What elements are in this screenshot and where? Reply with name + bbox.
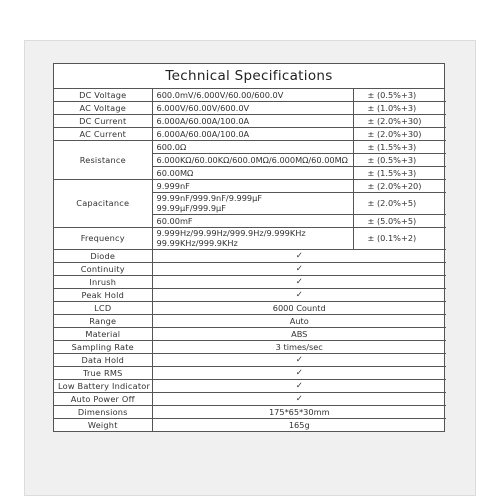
spec-label: DC Voltage: [54, 89, 152, 102]
check-icon: ✓: [152, 367, 446, 380]
table-row: [54, 180, 446, 193]
spec-tolerance: ± (5.0%+5): [353, 215, 446, 228]
spec-value: ABS: [152, 328, 446, 341]
spec-range: 6.000A/60.00A/100.0A: [152, 115, 353, 128]
spec-range: [152, 228, 353, 250]
spec-tolerance: ± (1.5%+3): [353, 141, 446, 154]
spec-range: 600.0mV/6.000V/60.00/600.0V: [152, 89, 353, 102]
spec-value: Auto: [152, 315, 446, 328]
table-row: [54, 289, 446, 302]
check-icon: ✓: [152, 250, 446, 263]
spec-range: 9.999nF: [152, 180, 353, 193]
check-icon: ✓: [152, 289, 446, 302]
spec-tolerance: ± (2.0%+30): [353, 115, 446, 128]
spec-range: 60.00mF: [152, 215, 353, 228]
spec-range-line: 99.99μF/999.9μF: [156, 202, 226, 213]
spec-label: Diode: [54, 250, 152, 263]
spec-value: 175*65*30mm: [152, 406, 446, 419]
spec-tolerance: ± (2.0%+20): [353, 180, 446, 193]
spec-sheet: [53, 63, 445, 432]
spec-value: 165g: [152, 419, 446, 432]
spec-label: Weight: [54, 419, 152, 432]
spec-label: DC Current: [54, 115, 152, 128]
table-row: [54, 263, 446, 276]
spec-label: Low Battery Indicator: [54, 380, 152, 393]
spec-label: Inrush: [54, 276, 152, 289]
spec-label: Material: [54, 328, 152, 341]
spec-range: 6.000A/60.00A/100.0A: [152, 128, 353, 141]
table-row: [54, 354, 446, 367]
table-row: [54, 406, 446, 419]
check-icon: ✓: [152, 276, 446, 289]
spec-label: Capacitance: [54, 180, 152, 228]
spec-tolerance: ± (2.0%+5): [353, 193, 446, 215]
spec-range: 6.000KΩ/60.00KΩ/600.0MΩ/6.000MΩ/60.00MΩ: [152, 154, 353, 167]
table-row: [54, 302, 446, 315]
spec-value: 3 times/sec: [152, 341, 446, 354]
spec-tolerance: ± (0.5%+3): [353, 154, 446, 167]
spec-tolerance: ± (0.1%+2): [353, 228, 446, 250]
check-icon: ✓: [152, 380, 446, 393]
spec-label: LCD: [54, 302, 152, 315]
table-row: [54, 419, 446, 432]
spec-range-line: 99.99KHz/999.9KHz: [156, 237, 238, 248]
spec-label: Peak Hold: [54, 289, 152, 302]
table-row: [54, 89, 446, 102]
spec-tolerance: ± (1.5%+3): [353, 167, 446, 180]
spec-label: AC Current: [54, 128, 152, 141]
spec-label: AC Voltage: [54, 102, 152, 115]
spec-range: 600.0Ω: [152, 141, 353, 154]
check-icon: ✓: [152, 263, 446, 276]
table-row: [54, 341, 446, 354]
spec-tolerance: ± (1.0%+3): [353, 102, 446, 115]
spec-label: Dimensions: [54, 406, 152, 419]
table-row: [54, 250, 446, 263]
spec-tolerance: ± (0.5%+3): [353, 89, 446, 102]
spec-label: Resistance: [54, 141, 152, 180]
check-icon: ✓: [152, 354, 446, 367]
spec-table: [54, 89, 446, 431]
check-icon: ✓: [152, 393, 446, 406]
table-row: [54, 276, 446, 289]
spec-range-line: 9.999Hz/99.99Hz/999.9Hz/9.999KHz: [156, 228, 306, 238]
spec-label: True RMS: [54, 367, 152, 380]
table-row: [54, 315, 446, 328]
table-row: [54, 102, 446, 115]
spec-title: Technical Specifications: [54, 64, 444, 89]
table-row: [54, 328, 446, 341]
table-row: [54, 393, 446, 406]
spec-label: Range: [54, 315, 152, 328]
table-row: [54, 228, 446, 250]
spec-label: Frequency: [54, 228, 152, 250]
table-row: [54, 367, 446, 380]
table-row: [54, 128, 446, 141]
spec-range: 6.000V/60.00V/600.0V: [152, 102, 353, 115]
table-row: [54, 115, 446, 128]
spec-tolerance: ± (2.0%+30): [353, 128, 446, 141]
spec-label: Auto Power Off: [54, 393, 152, 406]
spec-range: [152, 193, 353, 215]
spec-label: Continuity: [54, 263, 152, 276]
spec-range-line: 99.99nF/999.9nF/9.999μF: [156, 193, 263, 203]
spec-label: Data Hold: [54, 354, 152, 367]
spec-value: 6000 Countd: [152, 302, 446, 315]
table-row: [54, 141, 446, 154]
spec-label: Sampling Rate: [54, 341, 152, 354]
table-row: [54, 380, 446, 393]
spec-range: 60.00MΩ: [152, 167, 353, 180]
